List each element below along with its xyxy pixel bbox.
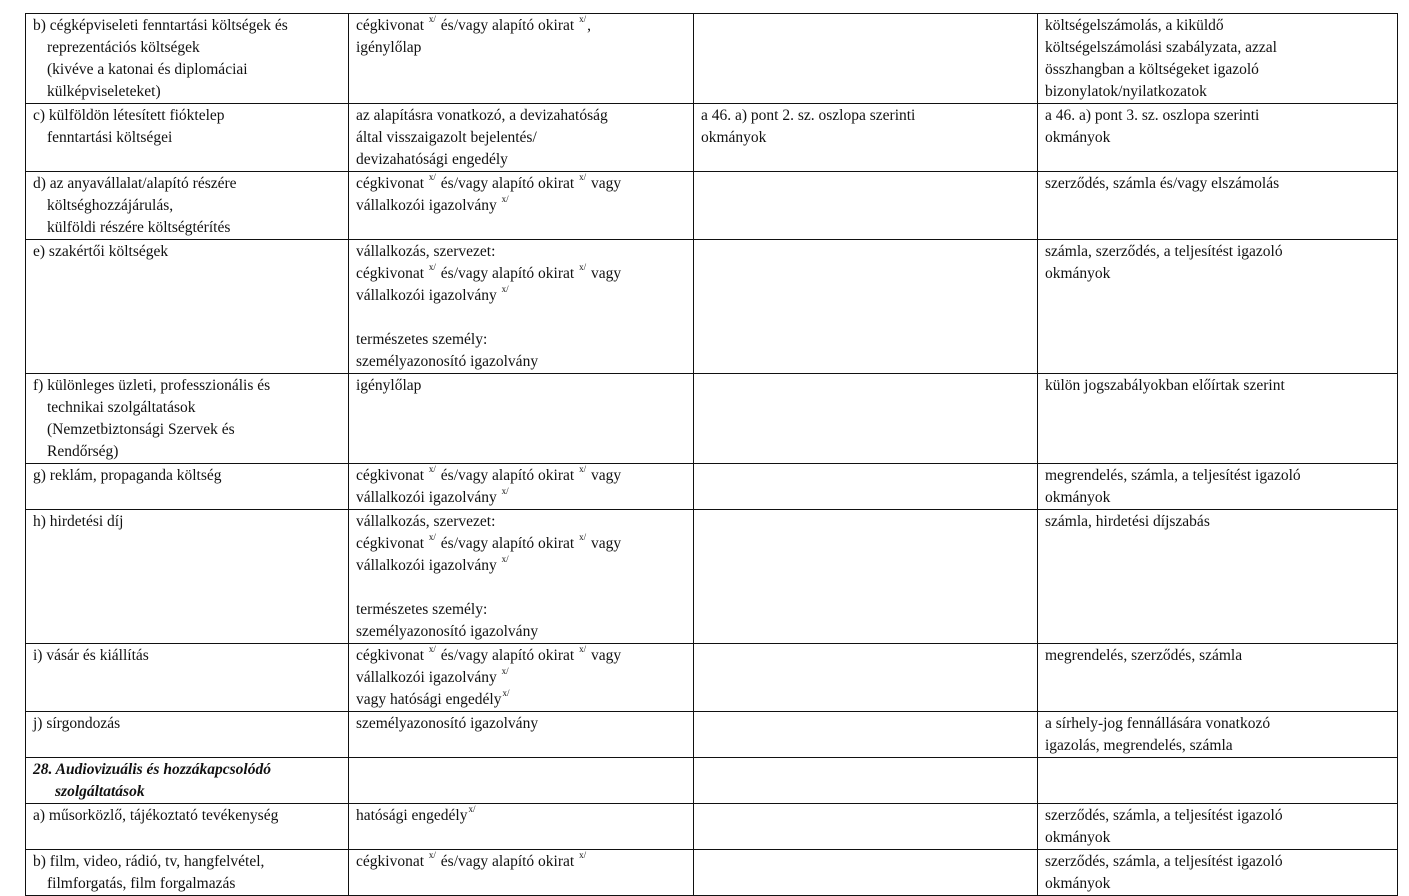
footnote-mark: x/	[428, 172, 436, 182]
table-row	[26, 712, 1398, 758]
service-cell: d) az anyavállalat/alapító részére költséghozzájárulás, külföldi részére költségtérítés	[26, 172, 349, 240]
reference-cell	[694, 172, 1038, 240]
document-page	[25, 13, 1397, 896]
proof-cell	[1038, 758, 1398, 804]
document-cell: személyazonosító igazolvány	[349, 712, 694, 758]
footnote-mark: x/	[579, 14, 587, 24]
service-cell: c) külföldön létesített fióktelep fenntartási költségei	[26, 104, 349, 172]
document-cell: igénylőlap	[349, 374, 694, 464]
service-cell: b) cégképviseleti fenntartási költségek és reprezentációs költségek (kivéve a katonai és diplomáciai külképviseleteket)	[26, 14, 349, 104]
footnote-mark: x/	[428, 14, 436, 24]
reference-cell	[694, 464, 1038, 510]
table-row	[26, 464, 1398, 510]
document-cell	[349, 758, 694, 804]
reference-cell: a 46. a) pont 2. sz. oszlopa szerinti okmányok	[694, 104, 1038, 172]
footnote-mark: x/	[428, 850, 436, 860]
footnote-mark: x/	[579, 464, 587, 474]
document-cell: cégkivonat $^{x/}$ és/vagy alapító okirat $^{x/}$, igénylőlap	[349, 14, 694, 104]
section-heading-cell: 28. Audiovizuális és hozzákapcsolódó szolgáltatások	[26, 758, 349, 804]
service-cell: a) műsorközlő, tájékoztató tevékenység	[26, 804, 349, 850]
reference-cell	[694, 510, 1038, 644]
service-cell: b) film, video, rádió, tv, hangfelvétel, filmforgatás, film forgalmazás	[26, 850, 349, 896]
proof-cell: megrendelés, szerződés, számla	[1038, 644, 1398, 712]
reference-cell	[694, 240, 1038, 374]
footnote-mark: x/	[501, 194, 509, 204]
table-row	[26, 374, 1398, 464]
table-row	[26, 240, 1398, 374]
proof-cell: költségelszámolás, a kiküldő költségelszámolási szabályzata, azzal összhangban a költségeket igazoló bizonylatok/nyilatkozatok	[1038, 14, 1398, 104]
table-row	[26, 172, 1398, 240]
service-cell: h) hirdetési díj	[26, 510, 349, 644]
table-row	[26, 14, 1398, 104]
service-cell: j) sírgondozás	[26, 712, 349, 758]
reference-cell	[694, 374, 1038, 464]
proof-cell: megrendelés, számla, a teljesítést igazoló okmányok	[1038, 464, 1398, 510]
footnote-mark: x/	[428, 644, 436, 654]
reference-cell	[694, 804, 1038, 850]
footnote-mark: x/	[501, 284, 509, 294]
proof-cell: szerződés, számla, a teljesítést igazoló okmányok	[1038, 850, 1398, 896]
requirements-table	[25, 13, 1398, 896]
footnote-mark: x/	[468, 804, 476, 814]
table-row	[26, 104, 1398, 172]
footnote-mark: x/	[428, 262, 436, 272]
proof-cell: szerződés, számla, a teljesítést igazoló okmányok	[1038, 804, 1398, 850]
document-cell: cégkivonat $^{x/}$ és/vagy alapító okirat $^{x/}$ vagy vállalkozói igazolvány $^{x/}$	[349, 172, 694, 240]
proof-cell: számla, hirdetési díjszabás	[1038, 510, 1398, 644]
footnote-mark: x/	[579, 262, 587, 272]
table-row	[26, 850, 1398, 896]
document-cell: cégkivonat $^{x/}$ és/vagy alapító okirat $^{x/}$ vagy vállalkozói igazolvány $^{x/}$	[349, 464, 694, 510]
footnote-mark: x/	[579, 850, 587, 860]
proof-cell: a sírhely-jog fennállására vonatkozó igazolás, megrendelés, számla	[1038, 712, 1398, 758]
reference-cell	[694, 758, 1038, 804]
table-row	[26, 644, 1398, 712]
service-cell: e) szakértői költségek	[26, 240, 349, 374]
service-cell: i) vásár és kiállítás	[26, 644, 349, 712]
table-row	[26, 804, 1398, 850]
proof-cell: külön jogszabályokban előírtak szerint	[1038, 374, 1398, 464]
footnote-mark: x/	[501, 666, 509, 676]
footnote-mark: x/	[579, 172, 587, 182]
footnote-mark: x/	[428, 464, 436, 474]
service-cell: f) különleges üzleti, professzionális és technikai szolgáltatások (Nemzetbiztonsági Szervek és Rendőrség)	[26, 374, 349, 464]
reference-cell	[694, 644, 1038, 712]
section-title: 28. Audiovizuális és hozzákapcsolódó	[33, 761, 271, 778]
document-cell: cégkivonat $^{x/}$ és/vagy alapító okirat $^{x/}$ vagy vállalkozói igazolvány $^{x/}$ vagy hatósági engedély$^{x/}$	[349, 644, 694, 712]
service-cell: g) reklám, propaganda költség	[26, 464, 349, 510]
reference-cell	[694, 712, 1038, 758]
proof-cell: szerződés, számla és/vagy elszámolás	[1038, 172, 1398, 240]
footnote-mark: x/	[501, 554, 509, 564]
footnote-mark: x/	[501, 486, 509, 496]
proof-cell: a 46. a) pont 3. sz. oszlopa szerinti okmányok	[1038, 104, 1398, 172]
footnote-mark: x/	[579, 532, 587, 542]
document-cell: vállalkozás, szervezet: cégkivonat $^{x/}$ és/vagy alapító okirat $^{x/}$ vagy vállalkozói igazolvány $^{x/}$ természetes személy: személyazonosító igazolvány	[349, 240, 694, 374]
document-cell: az alapításra vonatkozó, a devizahatóság által visszaigazolt bejelentés/ devizahatósági engedély	[349, 104, 694, 172]
document-cell: cégkivonat $^{x/}$ és/vagy alapító okirat $^{x/}$	[349, 850, 694, 896]
proof-cell: számla, szerződés, a teljesítést igazoló okmányok	[1038, 240, 1398, 374]
reference-cell	[694, 14, 1038, 104]
footnote-mark: x/	[428, 532, 436, 542]
footnote-mark: x/	[579, 644, 587, 654]
table-row	[26, 510, 1398, 644]
section-row	[26, 758, 1398, 804]
footnote-mark: x/	[502, 688, 510, 698]
document-cell: hatósági engedély$^{x/}$	[349, 804, 694, 850]
document-cell: vállalkozás, szervezet: cégkivonat $^{x/}$ és/vagy alapító okirat $^{x/}$ vagy vállalkozói igazolvány $^{x/}$ természetes személy: személyazonosító igazolvány	[349, 510, 694, 644]
reference-cell	[694, 850, 1038, 896]
